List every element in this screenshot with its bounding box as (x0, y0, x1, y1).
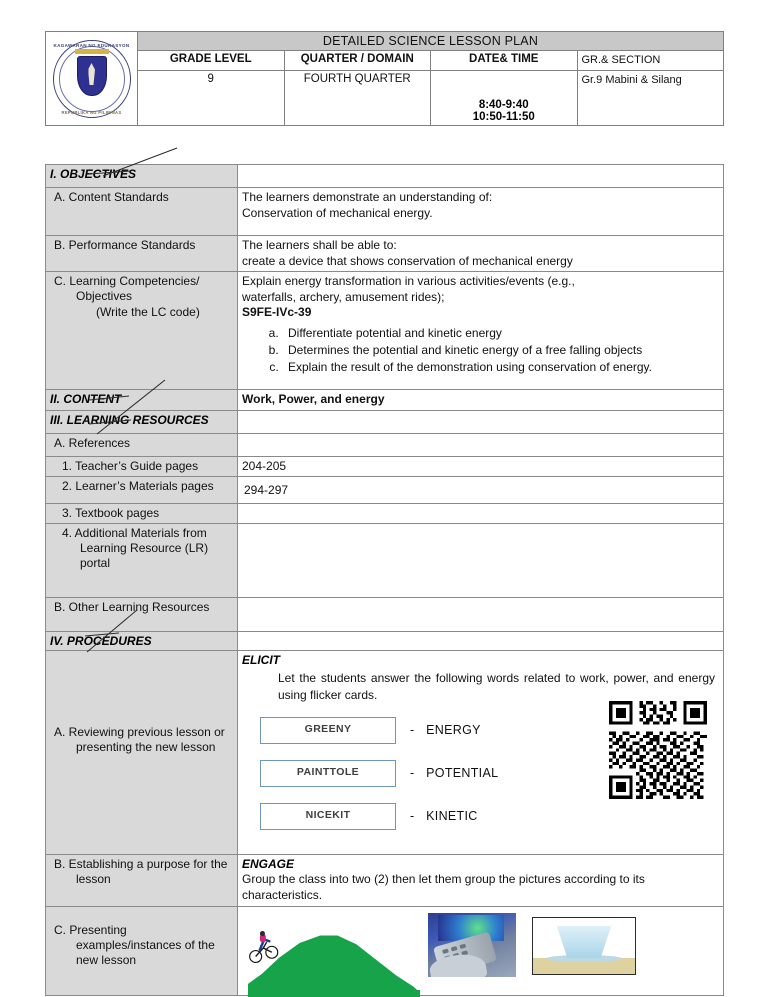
value-presenting-examples-images (238, 906, 724, 995)
learning-resources-blank (238, 410, 724, 433)
table-row (46, 272, 724, 390)
table-row (46, 390, 724, 411)
performance-line-2: create a device that shows conservation of mechanical energy (242, 253, 573, 268)
flicker-card-scrambled[interactable]: PAINTTOLE (260, 760, 396, 787)
body-table-wrapper (45, 164, 724, 996)
label-performance-standards: B. Performance Standards (46, 236, 238, 272)
dash-separator: - (410, 766, 415, 781)
references-blank (238, 433, 724, 456)
flicker-card-scrambled[interactable]: GREENY (260, 717, 396, 744)
table-row (46, 650, 724, 854)
section-label: GR.& SECTION (577, 51, 724, 71)
content-standards-line-1: The learners demonstrate an understanding of: (242, 190, 493, 204)
seal-bottom-text: REPUBLIKA NG PILIPINAS (61, 110, 122, 115)
label-teachers-guide-pages: 1. Teacher’s Guide pages (46, 456, 238, 476)
label-references: A. References (46, 433, 238, 456)
cyclist-icon (248, 931, 282, 965)
value-other-learning-resources (238, 597, 724, 631)
label-learning-competencies (46, 272, 238, 390)
engage-instruction: Group the class into two (2) then let them group the pictures according to its characteristics. (242, 872, 645, 902)
table-row (46, 503, 724, 523)
header-table (45, 31, 724, 126)
table-row (46, 597, 724, 631)
ice-glass-shape (556, 924, 612, 958)
value-additional-materials (238, 523, 724, 597)
table-row (46, 236, 724, 272)
value-textbook-pages (238, 503, 724, 523)
grade-level-label: GRADE LEVEL (138, 51, 285, 71)
elicit-instruction: Let the students answer the following words related to work, power, and energy using flicker cards. (278, 671, 715, 702)
flicker-card-answer: ENERGY (426, 723, 481, 738)
logo-cell (46, 32, 138, 126)
label-establishing-purpose: B. Establishing a purpose for the lesson (46, 854, 238, 906)
label-other-learning-resources: B. Other Learning Resources (46, 597, 238, 631)
label-reviewing-previous-lesson: A. Reviewing previous lesson or presenting the new lesson (46, 650, 238, 854)
table-row (46, 631, 724, 650)
label-textbook-pages: 3. Textbook pages (46, 503, 238, 523)
sub-objectives-list (242, 325, 719, 376)
melting-ice-glass-image (532, 917, 636, 975)
table-row (46, 523, 724, 597)
competency-line-2: waterfalls, archery, amusement rides); (242, 289, 445, 304)
value-learners-materials-pages: 294-297 (238, 476, 724, 503)
write-lc-code-note: (Write the LC code) (96, 305, 200, 320)
table-row (46, 476, 724, 503)
lesson-plan-table (45, 164, 724, 996)
section-heading-learning-resources: III. LEARNING RESOURCES (46, 410, 238, 433)
value-learning-competencies (238, 272, 724, 390)
list-item: a. Differentiate potential and kinetic energy (282, 325, 719, 341)
time-slot-1: 8:40-9:40 (478, 98, 529, 111)
quarter-domain-label: QUARTER / DOMAIN (284, 51, 431, 71)
label-learners-materials-pages: 2. Learner’s Materials pages (46, 476, 238, 503)
qr-code[interactable] (609, 701, 707, 799)
table-row (46, 906, 724, 995)
value-teachers-guide-pages: 204-205 (238, 456, 724, 476)
tv-remote-image (428, 913, 516, 977)
list-item: c. Explain the result of the demonstration using conservation of energy. (282, 359, 719, 375)
table-row (46, 188, 724, 236)
value-performance-standards (238, 236, 724, 272)
section-heading-content: II. CONTENT (46, 390, 238, 411)
date-time-values (431, 70, 578, 125)
date-time-label: DATE& TIME (431, 51, 578, 71)
section-heading-objectives: I. OBJECTIVES (46, 165, 238, 188)
value-content-standards (238, 188, 724, 236)
procedures-blank (238, 631, 724, 650)
flicker-card-answer: KINETIC (426, 809, 478, 824)
lc-code: S9FE-IVc-39 (242, 305, 312, 320)
qr-code-icon (609, 701, 707, 799)
grade-level-value: 9 (138, 70, 285, 125)
value-engage-activity (238, 854, 724, 906)
table-row (46, 165, 724, 188)
flicker-card-row (260, 803, 719, 830)
dash-separator: - (410, 723, 415, 738)
phase-label-engage: ENGAGE (242, 856, 295, 871)
table-row (46, 456, 724, 476)
value-elicit-activity (238, 650, 724, 854)
objectives-heading-blank (238, 165, 724, 188)
performance-line-1: The learners shall be able to: (242, 238, 397, 252)
phase-label-elicit: ELICIT (242, 652, 280, 667)
content-standards-line-2: Conservation of mechanical energy. (242, 205, 433, 220)
quarter-domain-value: FOURTH QUARTER (284, 70, 431, 125)
flicker-card-scrambled[interactable]: NICEKIT (260, 803, 396, 830)
label-content-standards: A. Content Standards (46, 188, 238, 236)
deped-seal-icon (53, 40, 131, 118)
section-heading-procedures: IV. PROCEDURES (46, 631, 238, 650)
seal-top-text: KAGAWARAN NG EDUKASYON (53, 42, 130, 48)
label-additional-materials: 4. Additional Materials from Learning Resource (LR) portal (46, 523, 238, 597)
dash-separator: - (410, 809, 415, 824)
table-row (46, 854, 724, 906)
flicker-card-answer: POTENTIAL (426, 766, 499, 781)
competency-line-1: Explain energy transformation in various activities/events (e.g., (242, 274, 575, 289)
header-table-wrapper (45, 31, 724, 126)
list-item: b. Determines the potential and kinetic energy of a free falling objects (282, 342, 719, 358)
label-presenting-examples: C. Presenting examples/instances of the new lesson (46, 906, 238, 995)
table-row (46, 433, 724, 456)
section-value: Gr.9 Mabini & Silang (577, 70, 724, 125)
table-row (46, 410, 724, 433)
example-images-row (242, 911, 719, 993)
document-title: DETAILED SCIENCE LESSON PLAN (138, 32, 724, 51)
learning-competencies-label-text: C. Learning Competencies/ Objectives (54, 274, 200, 304)
content-value: Work, Power, and energy (238, 390, 724, 411)
ground-strip (248, 990, 420, 997)
time-slot-2: 10:50-11:50 (472, 110, 535, 123)
